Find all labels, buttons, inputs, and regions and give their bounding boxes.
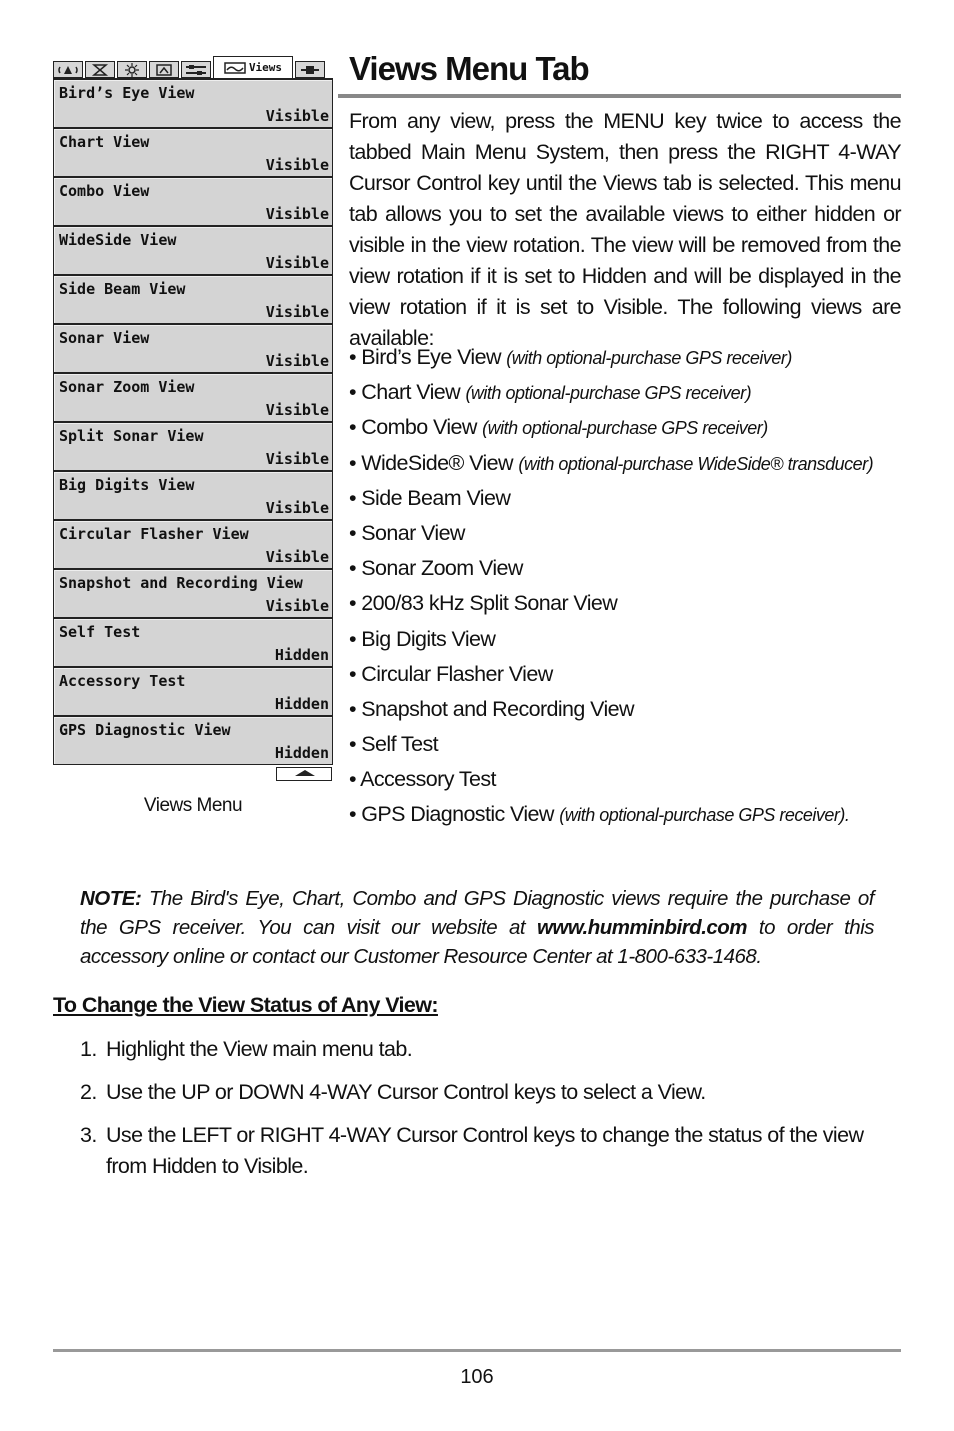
list-item	[349, 798, 909, 833]
list-item	[349, 658, 909, 693]
list-item	[349, 517, 909, 552]
menu-row-status: Visible	[265, 107, 329, 125]
menu-row-name: Self Test	[59, 623, 141, 641]
list-item	[349, 587, 909, 622]
title-divider	[338, 94, 901, 98]
step-text: Use the LEFT or RIGHT 4-WAY Cursor Control keys to change the status of the view from Hidden to Visible.	[106, 1123, 864, 1178]
menu-row[interactable]	[54, 325, 332, 372]
footer-divider	[53, 1349, 901, 1352]
menu-row-status: Visible	[265, 352, 329, 370]
menu-row[interactable]	[54, 570, 332, 617]
list-item-note: (with optional-purchase GPS receiver)	[482, 418, 768, 439]
menu-row-status: Hidden	[274, 646, 329, 664]
navigation-tab-icon	[85, 61, 115, 78]
list-item	[349, 728, 909, 763]
chart-tab-icon	[149, 61, 179, 78]
menu-row-name: Bird’s Eye View	[59, 84, 195, 102]
list-item	[349, 763, 909, 798]
list-item-text: • 200/83 kHz Split Sonar View	[349, 591, 618, 616]
step-number: 2.	[80, 1080, 97, 1104]
list-item-text: • Sonar Zoom View	[349, 556, 523, 581]
menu-row-name: GPS Diagnostic View	[59, 721, 231, 739]
menu-row-status: Visible	[265, 548, 329, 566]
list-item-text: • Combo View	[349, 415, 483, 440]
list-item-text: • Chart View	[349, 380, 466, 405]
procedure-step	[80, 1120, 880, 1182]
sonar-tab-icon	[117, 61, 147, 78]
list-item-text: • Self Test	[349, 732, 438, 757]
views-list	[349, 341, 909, 834]
list-item-text: • Bird’s Eye View	[349, 345, 507, 369]
list-item	[349, 341, 909, 376]
menu-row-status: Hidden	[274, 695, 329, 713]
menu-row-status: Visible	[265, 156, 329, 174]
menu-row[interactable]	[54, 80, 332, 127]
list-item	[349, 411, 909, 446]
list-item	[349, 693, 909, 728]
menu-row-name: Accessory Test	[59, 672, 186, 690]
list-item-text: • GPS Diagnostic View	[349, 802, 560, 827]
step-number: 3.	[80, 1123, 97, 1147]
menu-tab-bar	[53, 56, 333, 78]
figure-caption: Views Menu	[143, 795, 243, 816]
list-item-note: (with optional-purchase GPS receiver).	[559, 805, 850, 826]
list-item	[349, 447, 909, 482]
menu-row-name: Sonar Zoom View	[59, 378, 195, 396]
note-text: to order this accessory online or contact our Customer Resource Center at 1-800-633-1468.	[80, 916, 874, 968]
website-link[interactable]: www.humminbird.com	[536, 916, 748, 939]
list-item-text: • Big Digits View	[349, 626, 496, 651]
menu-row-name: Side Beam View	[59, 280, 186, 298]
list-item-text: • Circular Flasher View	[349, 661, 553, 686]
list-item-text: • Accessory Test	[349, 767, 496, 792]
views-menu-screenshot	[53, 56, 333, 784]
setup-tab-icon	[181, 61, 211, 78]
menu-row-name: Circular Flasher View	[59, 525, 249, 543]
menu-row-status: Visible	[265, 401, 329, 419]
menu-rows	[53, 78, 333, 765]
menu-row[interactable]	[54, 668, 332, 715]
menu-row-status: Visible	[265, 499, 329, 517]
step-text: Use the UP or DOWN 4-WAY Cursor Control keys to select a View.	[106, 1080, 706, 1104]
list-item-text: • Sonar View	[349, 520, 465, 545]
note-label: NOTE:	[80, 887, 142, 910]
tab-views[interactable]	[213, 56, 293, 78]
procedure-heading: To Change the View Status of Any View:	[53, 993, 438, 1017]
list-item-note: (with optional-purchase GPS receiver)	[506, 348, 792, 368]
page-number: 106	[460, 1366, 494, 1388]
accessories-tab-icon	[295, 61, 325, 78]
list-item-text: • Side Beam View	[349, 485, 511, 510]
menu-row-status: Hidden	[274, 744, 329, 762]
menu-row-name: Snapshot and Recording View	[59, 574, 303, 592]
menu-row-name: WideSide View	[59, 231, 177, 249]
menu-row-status: Visible	[265, 205, 329, 223]
list-item-note: (with optional-purchase WideSide® transducer)	[518, 453, 874, 474]
note-paragraph	[80, 884, 874, 971]
menu-row-name: Sonar View	[59, 329, 150, 347]
menu-row[interactable]	[54, 227, 332, 274]
alarms-tab-icon	[53, 61, 83, 78]
menu-row-status: Visible	[265, 450, 329, 468]
views-tab-icon	[224, 62, 246, 74]
procedure-step	[80, 1077, 880, 1108]
menu-row-name: Chart View	[59, 133, 150, 151]
menu-row-status: Visible	[265, 254, 329, 272]
menu-row[interactable]	[54, 276, 332, 323]
menu-row[interactable]	[54, 374, 332, 421]
list-item	[349, 376, 909, 411]
tab-views-label: Views	[248, 61, 283, 74]
menu-row-status: Visible	[265, 597, 329, 615]
menu-row[interactable]	[54, 129, 332, 176]
scroll-up-arrow-icon[interactable]	[276, 767, 332, 781]
list-item-text: • Snapshot and Recording View	[349, 696, 634, 721]
menu-row[interactable]	[54, 423, 332, 470]
menu-row-status: Visible	[265, 303, 329, 321]
menu-row-name: Split Sonar View	[59, 427, 204, 445]
step-number: 1.	[80, 1037, 97, 1061]
menu-row-name: Big Digits View	[59, 476, 195, 494]
page-title: Views Menu Tab	[349, 50, 589, 87]
list-item-text: • WideSide® View	[349, 450, 519, 475]
menu-row[interactable]	[54, 717, 332, 764]
menu-row[interactable]	[54, 178, 332, 225]
menu-row[interactable]	[54, 619, 332, 666]
menu-row-name: Combo View	[59, 182, 150, 200]
step-text: Highlight the View main menu tab.	[106, 1037, 413, 1061]
list-item	[349, 623, 909, 658]
menu-row[interactable]	[54, 472, 332, 519]
note-text: The Bird's Eye, Chart, Combo and GPS Diagnostic views require the purchase of the GPS receiver. You can visit our website at	[80, 887, 874, 939]
list-item-note: (with optional-purchase GPS receiver)	[465, 383, 752, 404]
list-item	[349, 482, 909, 517]
procedure-steps	[80, 1034, 880, 1194]
intro-paragraph: From any view, press the MENU key twice to access the tabbed Main Menu System, then press the RIGHT 4-WAY Cursor Control key until the Views tab is selected. This menu tab allows you to set the available views to either hidden or visible in the view rotation. The view will be removed from the view rotation if it is set to Hidden and will be displayed in the view rotation if it is set to Visible. The following views are available:	[349, 109, 901, 350]
menu-row[interactable]	[54, 521, 332, 568]
list-item	[349, 552, 909, 587]
procedure-step	[80, 1034, 880, 1065]
